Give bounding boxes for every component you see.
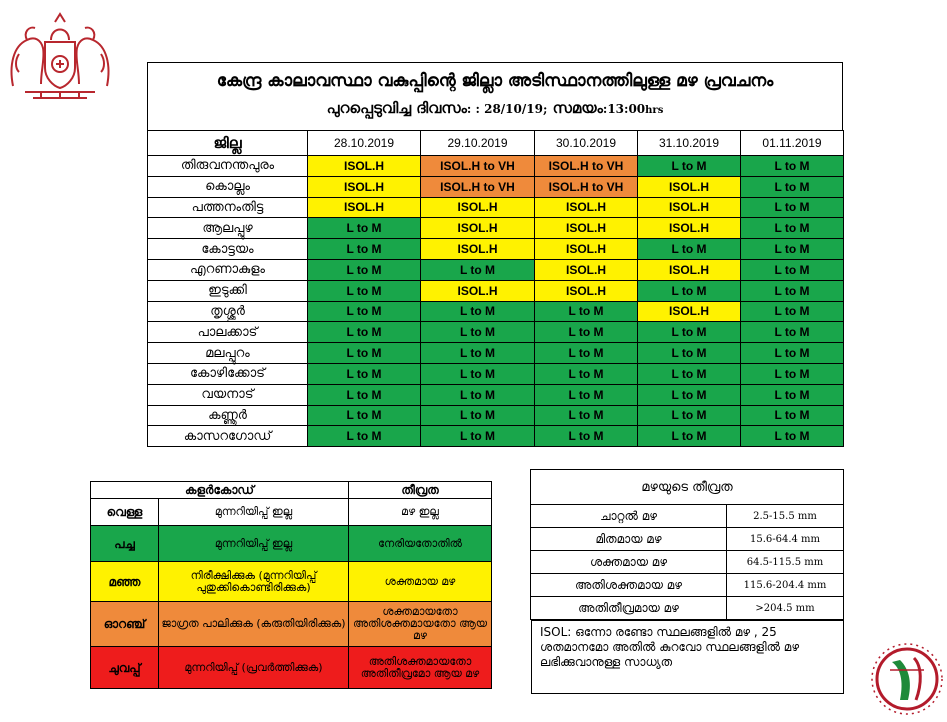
forecast-cell: L to M bbox=[421, 343, 535, 364]
legend-color-name: ഓറഞ്ച് bbox=[91, 602, 159, 647]
forecast-cell: L to M bbox=[421, 363, 535, 384]
forecast-cell: ISOL.H bbox=[638, 176, 741, 197]
legend-header-row bbox=[91, 482, 492, 499]
forecast-cell: ISOL.H bbox=[421, 239, 535, 260]
forecast-cell: L to M bbox=[638, 405, 741, 426]
forecast-cell: L to M bbox=[741, 426, 844, 447]
forecast-cell: L to M bbox=[535, 322, 638, 343]
intensity-range: 64.5-115.5 mm bbox=[727, 551, 844, 574]
forecast-cell: ISOL.H to VH bbox=[535, 176, 638, 197]
intensity-label: ചാറ്റൽ മഴ bbox=[531, 505, 727, 528]
forecast-cell: L to M bbox=[638, 280, 741, 301]
legend-severity-header: തീവ്രത bbox=[349, 482, 492, 499]
legend-action: നിരീക്ഷിക്കുക (മുന്നറിയിപ്പ് പുതുക്കികൊണ്ടിരിക്കുക) bbox=[159, 562, 349, 602]
forecast-cell: L to M bbox=[741, 280, 844, 301]
forecast-cell: ISOL.H bbox=[308, 176, 421, 197]
date-column-header: 31.10.2019 bbox=[638, 131, 741, 156]
table-row bbox=[148, 301, 844, 322]
intensity-label: അതിശക്തമായ മഴ bbox=[531, 574, 727, 597]
table-row bbox=[148, 363, 844, 384]
forecast-cell: ISOL.H bbox=[535, 239, 638, 260]
forecast-cell: L to M bbox=[535, 363, 638, 384]
table-row bbox=[148, 259, 844, 280]
forecast-cell: L to M bbox=[535, 426, 638, 447]
forecast-cell: L to M bbox=[421, 322, 535, 343]
legend-color-name: പച്ച bbox=[91, 526, 159, 562]
date-column-header: 29.10.2019 bbox=[421, 131, 535, 156]
forecast-cell: L to M bbox=[535, 301, 638, 322]
forecast-cell: ISOL.H bbox=[638, 301, 741, 322]
forecast-cell: L to M bbox=[638, 363, 741, 384]
legend-action: ജാഗ്രത പാലിക്കുക (കരുതിയിരിക്കുക) bbox=[159, 602, 349, 647]
time-value: :13:00 bbox=[602, 102, 646, 116]
intensity-label: മിതമായ മഴ bbox=[531, 528, 727, 551]
forecast-cell: L to M bbox=[535, 343, 638, 364]
forecast-cell: L to M bbox=[421, 426, 535, 447]
legend-action: മുന്നറിയിപ്പ് ഇല്ല bbox=[159, 499, 349, 526]
intensity-row bbox=[531, 551, 844, 574]
legend-row bbox=[91, 562, 492, 602]
date-column-header: 28.10.2019 bbox=[308, 131, 421, 156]
intensity-title-row bbox=[531, 470, 844, 505]
intensity-range: 115.6-204.4 mm bbox=[727, 574, 844, 597]
forecast-cell: L to M bbox=[308, 322, 421, 343]
forecast-cell: L to M bbox=[741, 384, 844, 405]
intensity-label: ശക്തമായ മഴ bbox=[531, 551, 727, 574]
forecast-cell: ISOL.H to VH bbox=[421, 156, 535, 177]
legend-row bbox=[91, 499, 492, 526]
forecast-cell: L to M bbox=[638, 426, 741, 447]
page-title: കേന്ദ്ര കാലാവസ്ഥാ വകുപ്പിന്റെ ജില്ലാ അടിസ്ഥാനത്തിലുള്ള മഴ പ്രവചനം bbox=[216, 71, 774, 91]
forecast-cell: L to M bbox=[421, 301, 535, 322]
table-row bbox=[148, 280, 844, 301]
table-row bbox=[148, 156, 844, 177]
legend-row bbox=[91, 526, 492, 562]
legend-action: മുന്നറിയിപ്പ് ഇല്ല bbox=[159, 526, 349, 562]
issued-value: : : 28/10/19; bbox=[466, 102, 548, 116]
district-name: എറണാകുളം bbox=[148, 259, 308, 280]
table-row bbox=[148, 405, 844, 426]
forecast-cell: L to M bbox=[308, 218, 421, 239]
table-row bbox=[148, 197, 844, 218]
table-row bbox=[148, 239, 844, 260]
forecast-cell: ISOL.H bbox=[308, 197, 421, 218]
table-header-row bbox=[148, 131, 844, 156]
table-row bbox=[148, 426, 844, 447]
district-name: ഇടുക്കി bbox=[148, 280, 308, 301]
district-column-header: ജില്ല bbox=[148, 131, 308, 156]
forecast-cell: L to M bbox=[741, 259, 844, 280]
forecast-cell: L to M bbox=[308, 301, 421, 322]
forecast-cell: ISOL.H bbox=[535, 259, 638, 280]
forecast-cell: L to M bbox=[308, 259, 421, 280]
issued-line bbox=[148, 99, 842, 117]
district-name: തൃശ്ശൂർ bbox=[148, 301, 308, 322]
forecast-cell: L to M bbox=[421, 384, 535, 405]
forecast-cell: L to M bbox=[741, 363, 844, 384]
forecast-cell: L to M bbox=[638, 156, 741, 177]
legend-action: മുന്നറിയിപ്പ് (പ്രവർത്തിക്കുക) bbox=[159, 647, 349, 689]
intensity-range: 2.5-15.5 mm bbox=[727, 505, 844, 528]
district-name: കോട്ടയം bbox=[148, 239, 308, 260]
legend-severity: അതിശക്തമായതോ അതിതീവ്രമോ ആയ മഴ bbox=[349, 647, 492, 689]
forecast-cell: ISOL.H bbox=[535, 280, 638, 301]
forecast-cell: L to M bbox=[535, 384, 638, 405]
legend-row bbox=[91, 602, 492, 647]
forecast-cell: L to M bbox=[741, 343, 844, 364]
table-row bbox=[148, 322, 844, 343]
kerala-emblem-icon bbox=[5, 6, 115, 106]
table-row bbox=[148, 218, 844, 239]
forecast-cell: L to M bbox=[308, 426, 421, 447]
legend-color-name: വെള്ള bbox=[91, 499, 159, 526]
table-row bbox=[148, 343, 844, 364]
intensity-range: 15.6-64.4 mm bbox=[727, 528, 844, 551]
legend-severity: ശക്തമായ മഴ bbox=[349, 562, 492, 602]
district-name: പത്തനംതിട്ട bbox=[148, 197, 308, 218]
table-row bbox=[148, 384, 844, 405]
forecast-cell: L to M bbox=[638, 343, 741, 364]
forecast-cell: L to M bbox=[308, 280, 421, 301]
isol-note: ISOL: ഒന്നോ രണ്ടോ സ്ഥലങ്ങളിൽ മഴ , 25 ശതമാനമോ അതിൽ കുറവോ സ്ഥലങ്ങളിൽ മഴ ലഭിക്കുവാനുള്ള സാധ്യത bbox=[531, 620, 844, 694]
forecast-cell: L to M bbox=[741, 197, 844, 218]
forecast-cell: L to M bbox=[638, 322, 741, 343]
forecast-cell: L to M bbox=[741, 239, 844, 260]
forecast-cell: L to M bbox=[421, 259, 535, 280]
color-code-legend bbox=[90, 481, 492, 689]
district-name: മലപ്പുറം bbox=[148, 343, 308, 364]
ksdma-logo-icon bbox=[870, 640, 945, 718]
legend-color-name: ചുവപ്പ് bbox=[91, 647, 159, 689]
rain-intensity-table bbox=[530, 469, 844, 620]
legend-color-code-header: കളർകോഡ് bbox=[91, 482, 349, 499]
forecast-cell: L to M bbox=[741, 322, 844, 343]
forecast-cell: L to M bbox=[741, 405, 844, 426]
forecast-cell: L to M bbox=[308, 384, 421, 405]
district-name: ആലപ്പുഴ bbox=[148, 218, 308, 239]
table-row bbox=[148, 176, 844, 197]
forecast-cell: L to M bbox=[741, 218, 844, 239]
intensity-row bbox=[531, 528, 844, 551]
forecast-cell: ISOL.H bbox=[638, 259, 741, 280]
forecast-cell: ISOL.H bbox=[421, 197, 535, 218]
date-column-header: 30.10.2019 bbox=[535, 131, 638, 156]
intensity-title: മഴയുടെ തീവ്രത bbox=[531, 470, 844, 505]
forecast-cell: ISOL.H bbox=[638, 197, 741, 218]
forecast-cell: L to M bbox=[308, 363, 421, 384]
legend-row bbox=[91, 647, 492, 689]
forecast-cell: L to M bbox=[741, 176, 844, 197]
issued-label: പുറപ്പെടുവിച്ച ദിവസം bbox=[326, 99, 467, 117]
forecast-cell: ISOL.H bbox=[535, 197, 638, 218]
district-name: തിരുവനന്തപുരം bbox=[148, 156, 308, 177]
forecast-cell: L to M bbox=[308, 343, 421, 364]
intensity-row bbox=[531, 574, 844, 597]
time-unit: hrs bbox=[645, 105, 664, 116]
legend-severity: നേരിയതോതിൽ bbox=[349, 526, 492, 562]
forecast-cell: ISOL.H bbox=[421, 218, 535, 239]
forecast-cell: ISOL.H to VH bbox=[535, 156, 638, 177]
forecast-cell: L to M bbox=[638, 384, 741, 405]
forecast-cell: L to M bbox=[308, 405, 421, 426]
forecast-cell: L to M bbox=[741, 156, 844, 177]
district-name: പാലക്കാട് bbox=[148, 322, 308, 343]
intensity-range: >204.5 mm bbox=[727, 597, 844, 620]
district-name: കോഴിക്കോട് bbox=[148, 363, 308, 384]
forecast-cell: ISOL.H bbox=[308, 156, 421, 177]
forecast-cell: L to M bbox=[741, 301, 844, 322]
district-name: കാസറഗോഡ് bbox=[148, 426, 308, 447]
intensity-row bbox=[531, 505, 844, 528]
forecast-cell: ISOL.H bbox=[638, 218, 741, 239]
legend-severity: ശക്തമായതോ അതിശക്തമായതോ ആയ മഴ bbox=[349, 602, 492, 647]
date-column-header: 01.11.2019 bbox=[741, 131, 844, 156]
forecast-header bbox=[147, 62, 843, 130]
legend-color-name: മഞ്ഞ bbox=[91, 562, 159, 602]
legend-severity: മഴ ഇല്ല bbox=[349, 499, 492, 526]
time-label: സമയം bbox=[552, 99, 603, 117]
forecast-cell: ISOL.H bbox=[535, 218, 638, 239]
district-name: കണ്ണൂർ bbox=[148, 405, 308, 426]
forecast-cell: L to M bbox=[535, 405, 638, 426]
district-name: കൊല്ലം bbox=[148, 176, 308, 197]
forecast-cell: L to M bbox=[308, 239, 421, 260]
district-forecast-table bbox=[147, 130, 844, 447]
forecast-cell: L to M bbox=[638, 239, 741, 260]
intensity-row bbox=[531, 597, 844, 620]
intensity-label: അതിതീവ്രമായ മഴ bbox=[531, 597, 727, 620]
district-name: വയനാട് bbox=[148, 384, 308, 405]
forecast-cell: ISOL.H to VH bbox=[421, 176, 535, 197]
forecast-cell: L to M bbox=[421, 405, 535, 426]
forecast-cell: ISOL.H bbox=[421, 280, 535, 301]
